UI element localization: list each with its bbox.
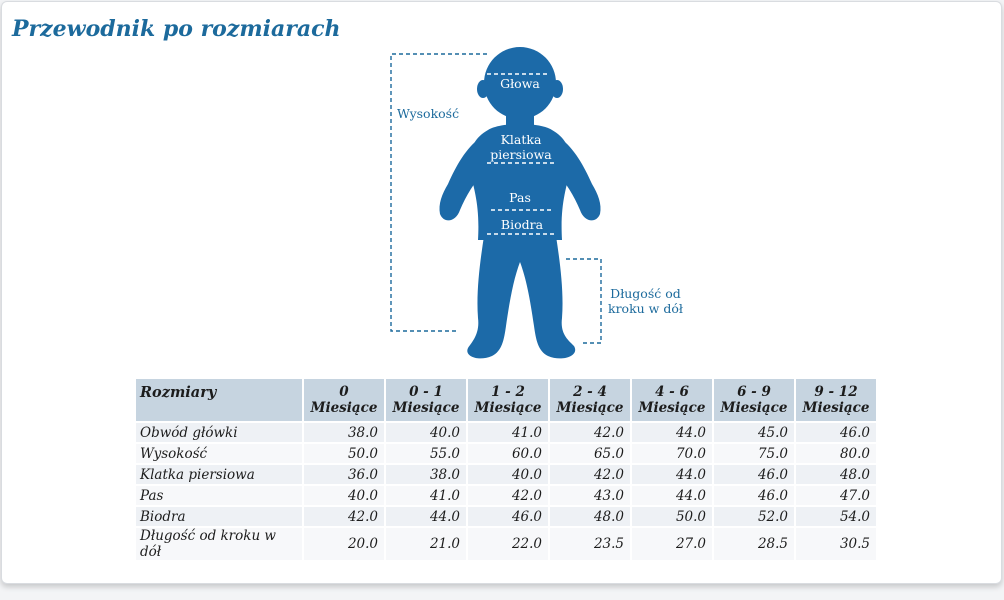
table-cell: 46.0 bbox=[796, 423, 876, 442]
table-cell: 21.0 bbox=[386, 528, 466, 560]
table-cell: 46.0 bbox=[714, 486, 794, 505]
table-cell: 60.0 bbox=[468, 444, 548, 463]
column-header: 0 Miesiące bbox=[304, 379, 384, 421]
inseam-guide bbox=[566, 259, 601, 343]
column-header: 4 - 6 Miesiące bbox=[632, 379, 712, 421]
size-table-corner: Rozmiary bbox=[136, 379, 302, 421]
table-cell: 20.0 bbox=[304, 528, 384, 560]
size-table-header-row bbox=[136, 379, 876, 421]
row-label: Pas bbox=[136, 486, 302, 505]
table-cell: 52.0 bbox=[714, 507, 794, 526]
table-cell: 48.0 bbox=[796, 465, 876, 484]
table-cell: 22.0 bbox=[468, 528, 548, 560]
row-label: Wysokość bbox=[136, 444, 302, 463]
table-cell: 41.0 bbox=[386, 486, 466, 505]
row-label: Klatka piersiowa bbox=[136, 465, 302, 484]
table-cell: 42.0 bbox=[304, 507, 384, 526]
column-header: 6 - 9 Miesiące bbox=[714, 379, 794, 421]
table-cell: 44.0 bbox=[386, 507, 466, 526]
column-header: 2 - 4 Miesiące bbox=[550, 379, 630, 421]
inseam-label bbox=[608, 286, 683, 316]
table-cell: 40.0 bbox=[304, 486, 384, 505]
table-cell: 23.5 bbox=[550, 528, 630, 560]
table-row bbox=[136, 528, 876, 560]
table-cell: 42.0 bbox=[550, 465, 630, 484]
table-cell: 27.0 bbox=[632, 528, 712, 560]
table-cell: 42.0 bbox=[468, 486, 548, 505]
hips-label: Biodra bbox=[500, 217, 544, 232]
table-cell: 75.0 bbox=[714, 444, 794, 463]
table-cell: 44.0 bbox=[632, 423, 712, 442]
chest-label-line-1: Klatka bbox=[500, 132, 542, 147]
table-cell: 40.0 bbox=[386, 423, 466, 442]
table-cell: 46.0 bbox=[714, 465, 794, 484]
chest-label bbox=[483, 132, 559, 162]
table-cell: 65.0 bbox=[550, 444, 630, 463]
chest-label-line-2: piersiowa bbox=[490, 147, 552, 162]
table-row bbox=[136, 465, 876, 484]
table-cell: 50.0 bbox=[304, 444, 384, 463]
table-cell: 43.0 bbox=[550, 486, 630, 505]
table-row bbox=[136, 423, 876, 442]
column-header: 9 - 12 Miesiące bbox=[796, 379, 876, 421]
table-cell: 36.0 bbox=[304, 465, 384, 484]
table-cell: 80.0 bbox=[796, 444, 876, 463]
table-cell: 47.0 bbox=[796, 486, 876, 505]
table-cell: 55.0 bbox=[386, 444, 466, 463]
column-header: 1 - 2 Miesiące bbox=[468, 379, 548, 421]
table-row bbox=[136, 507, 876, 526]
baby-left-ear bbox=[477, 80, 489, 98]
baby-right-ear bbox=[551, 80, 563, 98]
inseam-label-line-1: Długość od bbox=[610, 286, 681, 301]
table-cell: 54.0 bbox=[796, 507, 876, 526]
table-cell: 50.0 bbox=[632, 507, 712, 526]
table-cell: 48.0 bbox=[550, 507, 630, 526]
table-row bbox=[136, 486, 876, 505]
baby-legs bbox=[467, 236, 575, 358]
column-header: 0 - 1 Miesiące bbox=[386, 379, 466, 421]
row-label: Długość od kroku w dół bbox=[136, 528, 302, 560]
table-cell: 70.0 bbox=[632, 444, 712, 463]
inseam-label-line-2: kroku w dół bbox=[608, 301, 683, 316]
table-cell: 38.0 bbox=[304, 423, 384, 442]
height-guide bbox=[391, 54, 487, 331]
table-cell: 40.0 bbox=[468, 465, 548, 484]
row-label: Obwód główki bbox=[136, 423, 302, 442]
table-cell: 30.5 bbox=[796, 528, 876, 560]
table-cell: 44.0 bbox=[632, 486, 712, 505]
table-cell: 46.0 bbox=[468, 507, 548, 526]
page-title: Przewodnik po rozmiarach bbox=[12, 16, 341, 42]
head-label: Głowa bbox=[500, 76, 540, 91]
table-cell: 45.0 bbox=[714, 423, 794, 442]
table-cell: 41.0 bbox=[468, 423, 548, 442]
table-cell: 28.5 bbox=[714, 528, 794, 560]
table-cell: 44.0 bbox=[632, 465, 712, 484]
row-label: Biodra bbox=[136, 507, 302, 526]
size-table bbox=[134, 377, 878, 562]
table-cell: 42.0 bbox=[550, 423, 630, 442]
table-cell: 38.0 bbox=[386, 465, 466, 484]
table-row bbox=[136, 444, 876, 463]
waist-label: Pas bbox=[509, 190, 531, 205]
height-label: Wysokość bbox=[397, 106, 460, 121]
